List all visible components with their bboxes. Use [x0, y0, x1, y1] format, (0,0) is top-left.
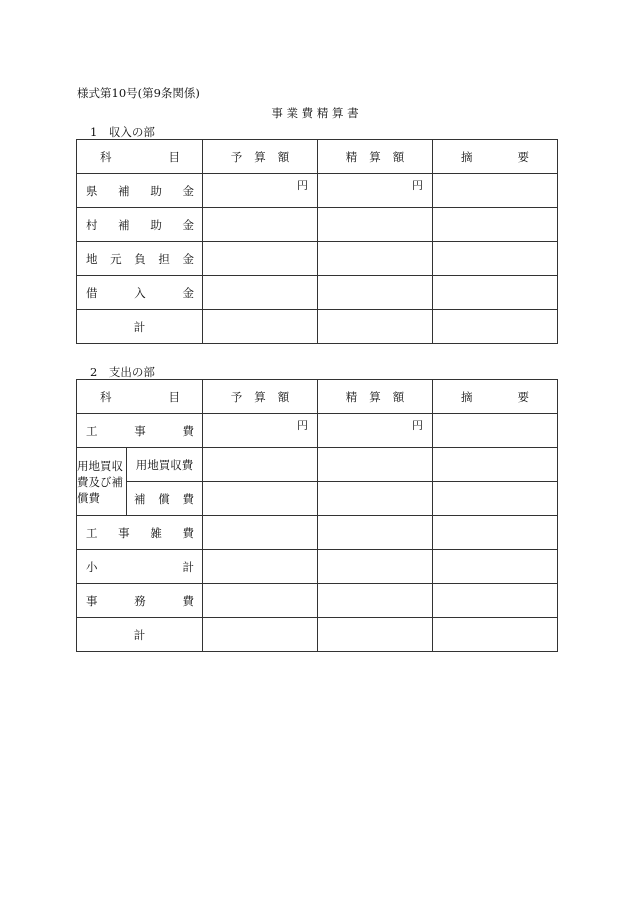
budget-cell[interactable]	[203, 208, 318, 242]
table-row	[77, 482, 558, 516]
remarks-cell[interactable]	[433, 516, 558, 550]
yen-unit: 円	[297, 179, 308, 192]
settlement-cell[interactable]	[318, 550, 433, 584]
remarks-cell[interactable]	[433, 448, 558, 482]
budget-cell[interactable]	[203, 242, 318, 276]
remarks-cell[interactable]	[433, 550, 558, 584]
header-subject: 科 目	[77, 380, 203, 414]
header-budget: 予 算 額	[203, 380, 318, 414]
budget-cell[interactable]	[203, 550, 318, 584]
form-number: 様式第10号(第9条関係)	[77, 86, 200, 100]
row-label-local-contribution: 地 元 負 担 金	[77, 242, 203, 276]
table-row	[77, 414, 558, 448]
settlement-cell[interactable]	[318, 414, 433, 448]
table-row	[77, 448, 558, 482]
yen-unit: 円	[412, 179, 423, 192]
income-header-row	[77, 140, 558, 174]
header-settlement: 精 算 額	[318, 140, 433, 174]
header-remarks: 摘 要	[433, 140, 558, 174]
row-label-office-expenses: 事 務 費	[77, 584, 203, 618]
income-table	[76, 139, 558, 344]
row-label-construction-misc: 工 事 雑 費	[77, 516, 203, 550]
table-row	[77, 174, 558, 208]
remarks-cell[interactable]	[433, 208, 558, 242]
settlement-cell[interactable]	[318, 208, 433, 242]
yen-unit: 円	[297, 419, 308, 432]
settlement-cell[interactable]	[318, 448, 433, 482]
header-remarks: 摘 要	[433, 380, 558, 414]
remarks-cell[interactable]	[433, 584, 558, 618]
settlement-cell[interactable]	[318, 516, 433, 550]
row-label-total: 計	[77, 310, 203, 344]
settlement-cell[interactable]	[318, 482, 433, 516]
budget-cell[interactable]	[203, 516, 318, 550]
table-row	[77, 276, 558, 310]
row-label-land-group: 用地買収費及び補償費	[77, 448, 127, 516]
row-label-total: 計	[77, 618, 203, 652]
table-row	[77, 550, 558, 584]
row-label-land-purchase: 用地買収費	[127, 448, 203, 482]
remarks-cell[interactable]	[433, 174, 558, 208]
header-budget: 予 算 額	[203, 140, 318, 174]
budget-cell[interactable]	[203, 448, 318, 482]
budget-cell[interactable]	[203, 584, 318, 618]
settlement-cell[interactable]	[318, 618, 433, 652]
expenditure-table	[76, 379, 558, 652]
income-section-label: 1 収入の部	[90, 125, 155, 139]
row-label-village-subsidy: 村 補 助 金	[77, 208, 203, 242]
budget-cell[interactable]	[203, 310, 318, 344]
budget-cell[interactable]	[203, 276, 318, 310]
budget-cell[interactable]	[203, 414, 318, 448]
row-label-prefectural-subsidy: 県 補 助 金	[77, 174, 203, 208]
row-label-construction: 工 事 費	[77, 414, 203, 448]
settlement-cell[interactable]	[318, 242, 433, 276]
header-settlement: 精 算 額	[318, 380, 433, 414]
remarks-cell[interactable]	[433, 414, 558, 448]
expenditure-section-label: 2 支出の部	[90, 365, 155, 379]
table-row	[77, 310, 558, 344]
table-row	[77, 516, 558, 550]
remarks-cell[interactable]	[433, 242, 558, 276]
remarks-cell[interactable]	[433, 482, 558, 516]
row-label-borrowing: 借 入 金	[77, 276, 203, 310]
table-row	[77, 584, 558, 618]
document-title: 事 業 費 精 算 書	[271, 106, 359, 120]
yen-unit: 円	[412, 419, 423, 432]
expenditure-header-row	[77, 380, 558, 414]
remarks-cell[interactable]	[433, 276, 558, 310]
row-label-subtotal: 小 計	[77, 550, 203, 584]
header-subject: 科 目	[77, 140, 203, 174]
settlement-cell[interactable]	[318, 276, 433, 310]
row-label-compensation: 補 償 費	[127, 482, 203, 516]
remarks-cell[interactable]	[433, 310, 558, 344]
remarks-cell[interactable]	[433, 618, 558, 652]
budget-cell[interactable]	[203, 482, 318, 516]
table-row	[77, 208, 558, 242]
table-row	[77, 618, 558, 652]
budget-cell[interactable]	[203, 618, 318, 652]
table-row	[77, 242, 558, 276]
settlement-cell[interactable]	[318, 584, 433, 618]
budget-cell[interactable]	[203, 174, 318, 208]
settlement-cell[interactable]	[318, 310, 433, 344]
settlement-cell[interactable]	[318, 174, 433, 208]
